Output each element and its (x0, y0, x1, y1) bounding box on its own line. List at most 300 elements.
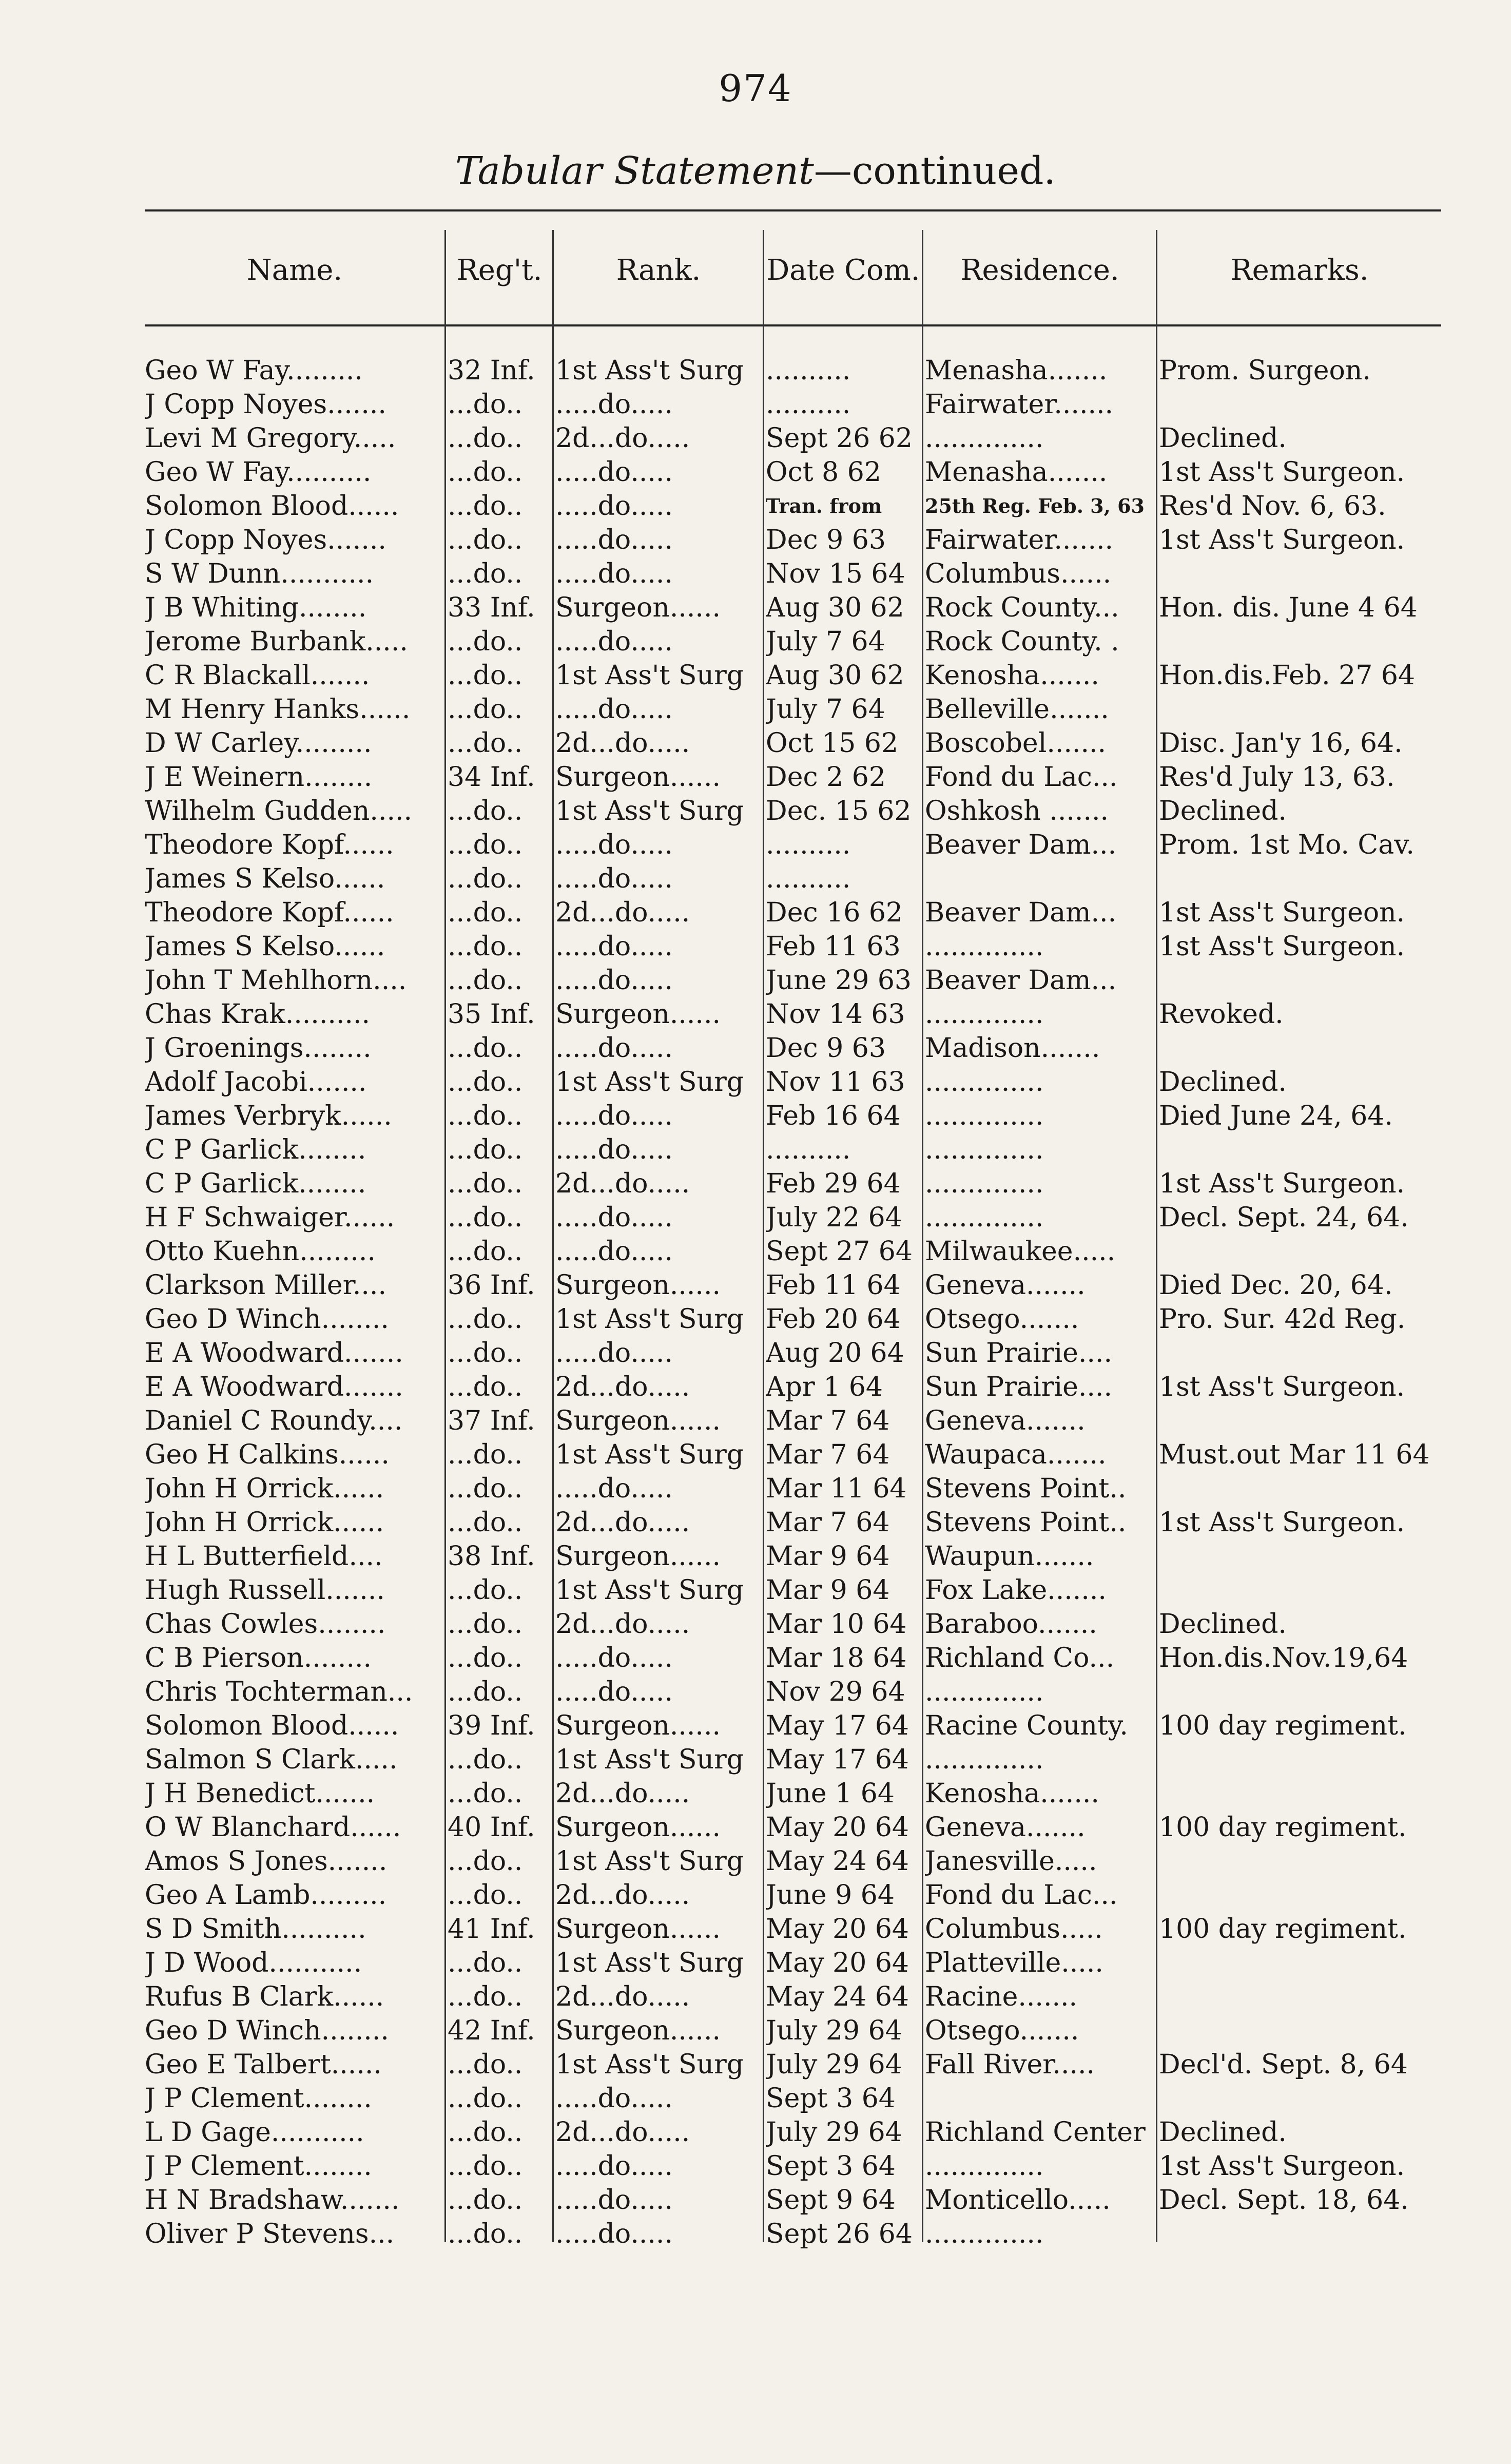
date-cell: .......... (766, 389, 851, 420)
regiment-cell: ...do.. (448, 1609, 523, 1640)
date-cell: July 29 64 (766, 2015, 902, 2046)
rank-cell: .....do..... (555, 457, 673, 488)
date-cell: Aug 20 64 (766, 1338, 904, 1369)
regiment-cell: ...do.. (448, 1846, 523, 1877)
table-row (0, 1574, 1511, 1607)
regiment-cell: 37 Inf. (448, 1406, 535, 1436)
remarks-cell: Decl. Sept. 24, 64. (1159, 1202, 1409, 1233)
table-row (0, 2150, 1511, 2183)
rank-cell: 2d...do..... (555, 1778, 690, 1809)
residence-cell: Fox Lake....... (925, 1575, 1107, 1606)
remarks-cell: Decl. Sept. 18, 64. (1159, 2185, 1409, 2216)
name-cell: J Groenings........ (145, 1033, 372, 1064)
table-row (0, 557, 1511, 590)
table-row (0, 1201, 1511, 1234)
rank-cell: Surgeon...... (555, 2015, 721, 2046)
regiment-cell: ...do.. (448, 1744, 523, 1775)
date-cell: .......... (766, 863, 851, 894)
residence-cell: Fairwater....... (925, 525, 1114, 555)
residence-cell: .............. (925, 1168, 1044, 1199)
rank-cell: .....do..... (555, 1101, 673, 1131)
date-cell: Feb 16 64 (766, 1101, 901, 1131)
residence-cell (925, 862, 1156, 895)
name-cell: James S Kelso...... (145, 931, 385, 962)
remarks-cell (1159, 1540, 1487, 1573)
rank-cell: Surgeon...... (555, 1541, 721, 1572)
date-cell: Sept 26 62 (766, 423, 913, 454)
rank-cell: .....do..... (555, 863, 673, 894)
residence-cell: Menasha....... (925, 457, 1108, 488)
residence-cell: .............. (925, 1067, 1044, 1098)
rank-cell: Surgeon...... (555, 592, 721, 623)
residence-cell: Boscobel....... (925, 728, 1107, 759)
remarks-cell (1159, 1845, 1487, 1878)
rank-cell: .....do..... (555, 1236, 673, 1267)
remarks-cell (1159, 2082, 1487, 2115)
rank-cell: 2d...do..... (555, 1168, 690, 1199)
rank-cell: 1st Ass't Surg (555, 1846, 744, 1877)
rank-cell: 2d...do..... (555, 1609, 690, 1640)
regiment-cell: ...do.. (448, 965, 523, 996)
name-cell: Geo W Fay.......... (145, 457, 372, 488)
remarks-cell: Declined. (1159, 1609, 1287, 1640)
residence-cell: Columbus..... (925, 1914, 1103, 1945)
table-row (0, 1676, 1511, 1708)
residence-cell: Beaver Dam... (925, 830, 1117, 860)
regiment-cell: ...do.. (448, 457, 523, 488)
residence-cell: Madison....... (925, 1033, 1100, 1064)
date-cell: May 17 64 (766, 1710, 909, 1741)
remarks-cell: Res'd July 13, 63. (1159, 762, 1395, 793)
name-cell: John H Orrick...... (145, 1473, 384, 1504)
table-row (0, 2116, 1511, 2149)
regiment-cell: ...do.. (448, 1101, 523, 1131)
table-row (0, 1133, 1511, 1166)
residence-cell: Sun Prairie.... (925, 1372, 1112, 1402)
name-cell: James S Kelso...... (145, 863, 385, 894)
name-cell: J D Wood........... (145, 1948, 362, 1978)
name-cell: O W Blanchard...... (145, 1812, 401, 1843)
rank-cell: .....do..... (555, 525, 673, 555)
table-row (0, 2048, 1511, 2081)
name-cell: Chris Tochterman... (145, 1677, 413, 1707)
header-regiment: Reg't. (456, 254, 543, 287)
date-cell: May 24 64 (766, 1846, 909, 1877)
remarks-cell (1159, 1980, 1487, 2013)
date-cell: May 20 64 (766, 1948, 909, 1978)
rank-cell: .....do..... (555, 1473, 673, 1504)
date-cell: May 20 64 (766, 1914, 909, 1945)
regiment-cell: ...do.. (448, 1033, 523, 1064)
residence-cell: Sun Prairie.... (925, 1338, 1112, 1369)
date-cell: July 29 64 (766, 2117, 902, 2148)
name-cell: H N Bradshaw....... (145, 2185, 400, 2216)
date-cell: Tran. from (766, 494, 882, 517)
name-cell: James Verbryk...... (145, 1101, 392, 1131)
table-row (0, 490, 1511, 523)
rank-cell: .....do..... (555, 1202, 673, 1233)
residence-cell: Richland Center (925, 2117, 1146, 2148)
name-cell: Geo W Fay......... (145, 355, 363, 386)
remarks-cell: 100 day regiment. (1159, 1710, 1407, 1741)
date-cell: July 7 64 (766, 626, 885, 657)
table-row (0, 761, 1511, 794)
date-cell: .......... (766, 1134, 851, 1165)
regiment-cell: 36 Inf. (448, 1270, 535, 1301)
table-row (0, 1337, 1511, 1370)
rank-cell: .....do..... (555, 1643, 673, 1673)
rank-cell: 1st Ass't Surg (555, 660, 744, 691)
regiment-cell: 32 Inf. (448, 355, 535, 386)
name-cell: Chas Krak.......... (145, 999, 371, 1030)
rank-cell: 2d...do..... (555, 1372, 690, 1402)
table-row (0, 1845, 1511, 1878)
table-row (0, 1777, 1511, 1810)
date-cell: June 1 64 (766, 1778, 895, 1809)
regiment-cell: 39 Inf. (448, 1710, 535, 1741)
table-row (0, 422, 1511, 455)
date-cell: July 7 64 (766, 694, 885, 725)
residence-cell: Beaver Dam... (925, 965, 1117, 996)
table-row (0, 930, 1511, 963)
date-cell: Mar 9 64 (766, 1541, 890, 1572)
residence-cell: Geneva....... (925, 1270, 1086, 1301)
header-name: Name. (246, 254, 343, 287)
rank-cell: 2d...do..... (555, 1981, 690, 2012)
remarks-cell: Declined. (1159, 2117, 1287, 2148)
date-cell: Dec. 15 62 (766, 796, 912, 826)
residence-cell: .............. (925, 1744, 1044, 1775)
name-cell: John T Mehlhorn.... (145, 965, 407, 996)
header-rule (145, 324, 1441, 326)
name-cell: John H Orrick...... (145, 1507, 384, 1538)
regiment-cell: ...do.. (448, 1507, 523, 1538)
residence-cell: .............. (925, 2219, 1044, 2249)
rank-cell: Surgeon...... (555, 1914, 721, 1945)
remarks-cell: Declined. (1159, 796, 1287, 826)
rank-cell: Surgeon...... (555, 1812, 721, 1843)
name-cell: C B Pierson........ (145, 1643, 372, 1673)
rank-cell: 1st Ass't Surg (555, 1948, 744, 1978)
name-cell: Geo A Lamb......... (145, 1880, 387, 1911)
regiment-cell: ...do.. (448, 863, 523, 894)
name-cell: Geo H Calkins...... (145, 1439, 390, 1470)
residence-cell: Columbus...... (925, 559, 1112, 589)
remarks-cell (1159, 557, 1487, 590)
residence-cell: Platteville..... (925, 1948, 1103, 1978)
regiment-cell: ...do.. (448, 2083, 523, 2114)
rank-cell: 1st Ass't Surg (555, 1575, 744, 1606)
remarks-cell (1159, 1574, 1487, 1607)
rank-cell: 2d...do..... (555, 728, 690, 759)
remarks-cell: Res'd Nov. 6, 63. (1159, 491, 1386, 522)
regiment-cell: ...do.. (448, 389, 523, 420)
rank-cell: 2d...do..... (555, 2117, 690, 2148)
table-row (0, 1913, 1511, 1946)
regiment-cell: ...do.. (448, 1880, 523, 1911)
table-row (0, 1032, 1511, 1065)
rank-cell: 1st Ass't Surg (555, 796, 744, 826)
table-row (0, 1438, 1511, 1471)
remarks-cell: Must.out Mar 11 64 (1159, 1439, 1430, 1470)
table-row (0, 456, 1511, 489)
regiment-cell: ...do.. (448, 559, 523, 589)
regiment-cell: ...do.. (448, 897, 523, 928)
page-number: 974 (719, 67, 792, 110)
rank-cell: Surgeon...... (555, 1270, 721, 1301)
table-row (0, 1371, 1511, 1403)
table-row (0, 1608, 1511, 1641)
regiment-cell: ...do.. (448, 1948, 523, 1978)
name-cell: Levi M Gregory..... (145, 423, 396, 454)
residence-cell: Geneva....... (925, 1406, 1086, 1436)
remarks-cell (1159, 1337, 1487, 1370)
rank-cell: Surgeon...... (555, 1710, 721, 1741)
rank-cell: 1st Ass't Surg (555, 355, 744, 386)
regiment-cell: ...do.. (448, 830, 523, 860)
regiment-cell: ...do.. (448, 1677, 523, 1707)
rank-cell: .....do..... (555, 2185, 673, 2216)
date-cell: Dec 2 62 (766, 762, 886, 793)
name-cell: C R Blackall....... (145, 660, 370, 691)
date-cell: Oct 15 62 (766, 728, 899, 759)
residence-cell: .............. (925, 931, 1044, 962)
name-cell: Clarkson Miller.... (145, 1270, 386, 1301)
residence-cell: Oshkosh ....... (925, 796, 1109, 826)
date-cell: Feb 11 63 (766, 931, 901, 962)
date-cell: Aug 30 62 (766, 592, 904, 623)
name-cell: H F Schwaiger...... (145, 1202, 395, 1233)
table-row (0, 1235, 1511, 1268)
regiment-cell: ...do.. (448, 2185, 523, 2216)
name-cell: Geo E Talbert...... (145, 2049, 382, 2080)
residence-cell: Milwaukee..... (925, 1236, 1116, 1267)
date-cell: Sept 3 64 (766, 2083, 896, 2114)
table-row (0, 1404, 1511, 1437)
table-row (0, 1066, 1511, 1099)
residence-cell: Belleville....... (925, 694, 1109, 725)
date-cell: .......... (766, 355, 851, 386)
remarks-cell: 1st Ass't Surgeon. (1159, 1507, 1405, 1538)
remarks-cell: 1st Ass't Surgeon. (1159, 1168, 1405, 1199)
table-row (0, 1980, 1511, 2013)
rank-cell: Surgeon...... (555, 1406, 721, 1436)
remarks-cell (1159, 1032, 1487, 1065)
table-row (0, 862, 1511, 895)
name-cell: Hugh Russell....... (145, 1575, 385, 1606)
regiment-cell: ...do.. (448, 626, 523, 657)
remarks-cell: 1st Ass't Surgeon. (1159, 1372, 1405, 1402)
table-row (0, 1303, 1511, 1336)
name-cell: L D Gage........... (145, 2117, 364, 2148)
rank-cell: .....do..... (555, 2083, 673, 2114)
remarks-cell: Prom. Surgeon. (1159, 355, 1371, 386)
date-cell: Sept 27 64 (766, 1236, 913, 1267)
regiment-cell: 38 Inf. (448, 1541, 535, 1572)
date-cell: Dec 9 63 (766, 525, 886, 555)
table-row (0, 1506, 1511, 1539)
residence-cell: Stevens Point.. (925, 1473, 1127, 1504)
name-cell: J H Benedict....... (145, 1778, 375, 1809)
table-row (0, 1879, 1511, 1912)
rank-cell: .....do..... (555, 1134, 673, 1165)
table-row (0, 795, 1511, 827)
rank-cell: .....do..... (555, 491, 673, 522)
rank-cell: .....do..... (555, 1033, 673, 1064)
name-cell: E A Woodward....... (145, 1372, 403, 1402)
regiment-cell: ...do.. (448, 1134, 523, 1165)
residence-cell: 25th Reg. Feb. 3, 63 (925, 494, 1145, 517)
date-cell: Feb 11 64 (766, 1270, 901, 1301)
rank-cell: .....do..... (555, 1338, 673, 1369)
remarks-cell (1159, 388, 1487, 421)
remarks-cell: 1st Ass't Surgeon. (1159, 931, 1405, 962)
regiment-cell: 33 Inf. (448, 592, 535, 623)
rank-cell: .....do..... (555, 965, 673, 996)
residence-cell: .............. (925, 1677, 1044, 1707)
table-row (0, 1947, 1511, 1979)
regiment-cell: 41 Inf. (448, 1914, 535, 1945)
rank-cell: 1st Ass't Surg (555, 2049, 744, 2080)
residence-cell: .............. (925, 999, 1044, 1030)
rank-cell: 2d...do..... (555, 1507, 690, 1538)
date-cell: Sept 26 64 (766, 2219, 913, 2249)
date-cell: May 20 64 (766, 1812, 909, 1843)
rank-cell: .....do..... (555, 2219, 673, 2249)
remarks-cell: Hon. dis. June 4 64 (1159, 592, 1418, 623)
table-row (0, 998, 1511, 1031)
date-cell: Nov 29 64 (766, 1677, 905, 1707)
residence-cell: Fairwater....... (925, 389, 1114, 420)
date-cell: Sept 9 64 (766, 2185, 896, 2216)
residence-cell: Otsego....... (925, 2015, 1079, 2046)
date-cell: Dec 16 62 (766, 897, 903, 928)
regiment-cell: ...do.. (448, 1473, 523, 1504)
remarks-cell (1159, 693, 1487, 726)
residence-cell: Rock County... (925, 592, 1119, 623)
residence-cell: Racine....... (925, 1981, 1078, 2012)
regiment-cell: ...do.. (448, 2049, 523, 2080)
rank-cell: 1st Ass't Surg (555, 1744, 744, 1775)
regiment-cell: ...do.. (448, 2151, 523, 2182)
date-cell: Mar 7 64 (766, 1507, 890, 1538)
regiment-cell: ...do.. (448, 931, 523, 962)
remarks-cell: 100 day regiment. (1159, 1914, 1407, 1945)
rank-cell: .....do..... (555, 389, 673, 420)
residence-cell: Beaver Dam... (925, 897, 1117, 928)
name-cell: S W Dunn........... (145, 559, 374, 589)
table-row (0, 829, 1511, 861)
regiment-cell: ...do.. (448, 694, 523, 725)
name-cell: J Copp Noyes....... (145, 525, 386, 555)
table-row (0, 964, 1511, 997)
table-row (0, 1100, 1511, 1132)
residence-cell: Waupaca....... (925, 1439, 1107, 1470)
date-cell: Dec 9 63 (766, 1033, 886, 1064)
rank-cell: .....do..... (555, 626, 673, 657)
name-cell: J Copp Noyes....... (145, 389, 386, 420)
regiment-cell: 42 Inf. (448, 2015, 535, 2046)
residence-cell: Menasha....... (925, 355, 1108, 386)
name-cell: Solomon Blood...... (145, 1710, 399, 1741)
date-cell: Sept 3 64 (766, 2151, 896, 2182)
header-rank: Rank. (616, 254, 701, 287)
residence-cell: Fond du Lac... (925, 762, 1118, 793)
name-cell: Geo D Winch........ (145, 2015, 389, 2046)
rank-cell: .....do..... (555, 559, 673, 589)
residence-cell: .............. (925, 1202, 1044, 1233)
name-cell: J P Clement........ (145, 2083, 372, 2114)
name-cell: Theodore Kopf...... (145, 830, 394, 860)
date-cell: Nov 11 63 (766, 1067, 905, 1098)
table-row (0, 2082, 1511, 2115)
remarks-cell: Disc. Jan'y 16, 64. (1159, 728, 1403, 759)
residence-cell: .............. (925, 1134, 1044, 1165)
table-row (0, 659, 1511, 692)
remarks-cell: Died Dec. 20, 64. (1159, 1270, 1393, 1301)
remarks-cell (1159, 1133, 1487, 1166)
header-residence: Residence. (960, 254, 1119, 287)
remarks-cell (1159, 1743, 1487, 1776)
remarks-cell: Died June 24, 64. (1159, 1101, 1393, 1131)
rank-cell: 2d...do..... (555, 1880, 690, 1911)
residence-cell: Kenosha....... (925, 660, 1099, 691)
residence-cell: Racine County. (925, 1710, 1128, 1741)
regiment-cell: ...do.. (448, 1778, 523, 1809)
name-cell: Solomon Blood...... (145, 491, 399, 522)
residence-cell: .............. (925, 423, 1044, 454)
header-date: Date Com. (766, 254, 920, 287)
regiment-cell: ...do.. (448, 1439, 523, 1470)
remarks-cell: 1st Ass't Surgeon. (1159, 457, 1405, 488)
regiment-cell: ...do.. (448, 660, 523, 691)
remarks-cell: 1st Ass't Surgeon. (1159, 525, 1405, 555)
residence-cell: Janesville..... (925, 1846, 1097, 1877)
rank-cell: Surgeon...... (555, 999, 721, 1030)
rank-cell: .....do..... (555, 830, 673, 860)
remarks-cell (1159, 1777, 1487, 1810)
residence-cell (925, 2082, 1156, 2115)
remarks-cell: Declined. (1159, 1067, 1287, 1098)
remarks-cell: Decl'd. Sept. 8, 64 (1159, 2049, 1408, 2080)
residence-cell: Fond du Lac... (925, 1880, 1118, 1911)
residence-cell: Otsego....... (925, 1304, 1079, 1335)
remarks-cell (1159, 1404, 1487, 1437)
regiment-cell: 40 Inf. (448, 1812, 535, 1843)
remarks-cell: Declined. (1159, 423, 1287, 454)
date-cell: Mar 7 64 (766, 1439, 890, 1470)
date-cell: July 22 64 (766, 1202, 902, 1233)
regiment-cell: 34 Inf. (448, 762, 535, 793)
date-cell: May 17 64 (766, 1744, 909, 1775)
regiment-cell: ...do.. (448, 1236, 523, 1267)
date-cell: Apr 1 64 (766, 1372, 883, 1402)
name-cell: C P Garlick........ (145, 1134, 366, 1165)
name-cell: D W Carley......... (145, 728, 372, 759)
table-row (0, 1642, 1511, 1674)
name-cell: E A Woodward....... (145, 1338, 403, 1369)
title-italic: Tabular Statement (455, 149, 814, 193)
table-row (0, 2184, 1511, 2217)
name-cell: Geo D Winch........ (145, 1304, 389, 1335)
table-row (0, 1167, 1511, 1200)
regiment-cell: ...do.. (448, 1304, 523, 1335)
date-cell: Nov 14 63 (766, 999, 905, 1030)
remarks-cell (1159, 1947, 1487, 1979)
remarks-cell: Hon.dis.Feb. 27 64 (1159, 660, 1416, 691)
remarks-cell (1159, 625, 1487, 658)
regiment-cell: ...do.. (448, 1338, 523, 1369)
